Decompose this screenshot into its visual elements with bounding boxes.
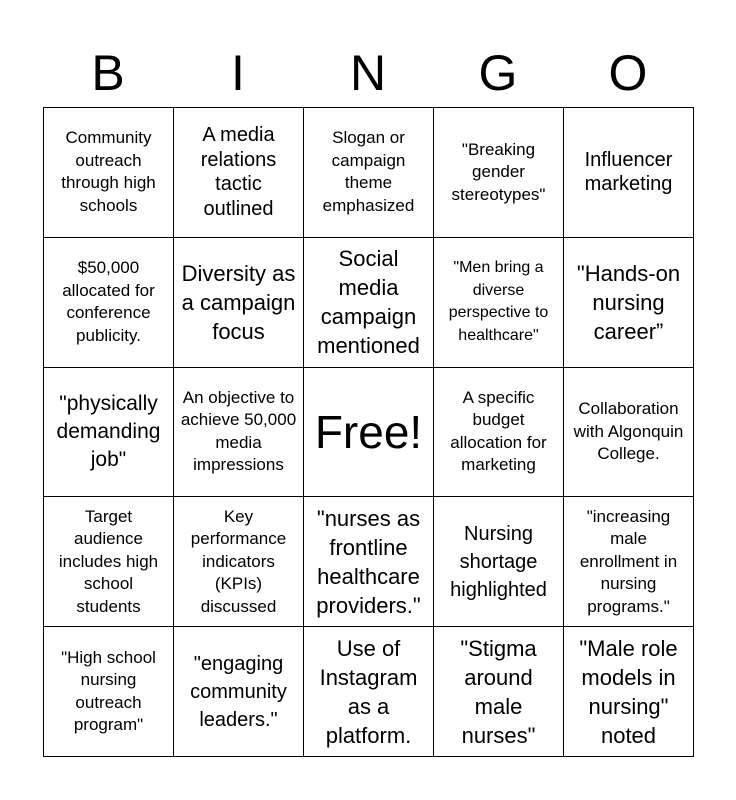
bingo-board [43, 107, 694, 757]
bingo-cell: "Breaking gender stereotypes" [434, 108, 564, 238]
bingo-cell: Use of Instagram as a platform. [304, 627, 434, 757]
bingo-cell: Diversity as a campaign focus [174, 237, 304, 367]
board-row [44, 367, 694, 497]
bingo-cell: Key performance indicators (KPIs) discussed [174, 497, 304, 627]
bingo-cell: Target audience includes high school students [44, 497, 174, 627]
board-row [44, 237, 694, 367]
bingo-cell: A specific budget allocation for marketing [434, 367, 564, 497]
bingo-cell: An objective to achieve 50,000 media impressions [174, 367, 304, 497]
bingo-cell: Slogan or campaign theme emphasized [304, 108, 434, 238]
bingo-cell: "increasing male enrollment in nursing programs." [564, 497, 694, 627]
bingo-cell: Social media campaign mentioned [304, 237, 434, 367]
bingo-cell: "High school nursing outreach program" [44, 627, 174, 757]
bingo-cell: "engaging community leaders." [174, 627, 304, 757]
board-row [44, 497, 694, 627]
bingo-cell: "nurses as frontline healthcare providers." [304, 497, 434, 627]
header-letter-g: G [478, 45, 518, 101]
bingo-cell: "Male role models in nursing" noted [564, 627, 694, 757]
bingo-cell: "Men bring a diverse perspective to healthcare" [434, 237, 564, 367]
bingo-cell: Community outreach through high schools [44, 108, 174, 238]
board-row [44, 627, 694, 757]
header-letter-b: B [91, 45, 125, 101]
bingo-cell: "physically demanding job" [44, 367, 174, 497]
bingo-cell: Nursing shortage highlighted [434, 497, 564, 627]
bingo-cell: "Hands-on nursing career” [564, 237, 694, 367]
bingo-cell: $50,000 allocated for conference publicity. [44, 237, 174, 367]
bingo-cell: "Stigma around male nurses" [434, 627, 564, 757]
free-space-cell: Free! [304, 367, 434, 497]
bingo-cell: Collaboration with Algonquin College. [564, 367, 694, 497]
bingo-cell: A media relations tactic outlined [174, 108, 304, 238]
bingo-cell: Influencer marketing [564, 108, 694, 238]
header-letter-i: I [231, 45, 245, 101]
header-letter-n: N [349, 45, 387, 101]
header-letter-o: O [608, 45, 648, 101]
bingo-header [43, 40, 693, 106]
board-row [44, 108, 694, 238]
